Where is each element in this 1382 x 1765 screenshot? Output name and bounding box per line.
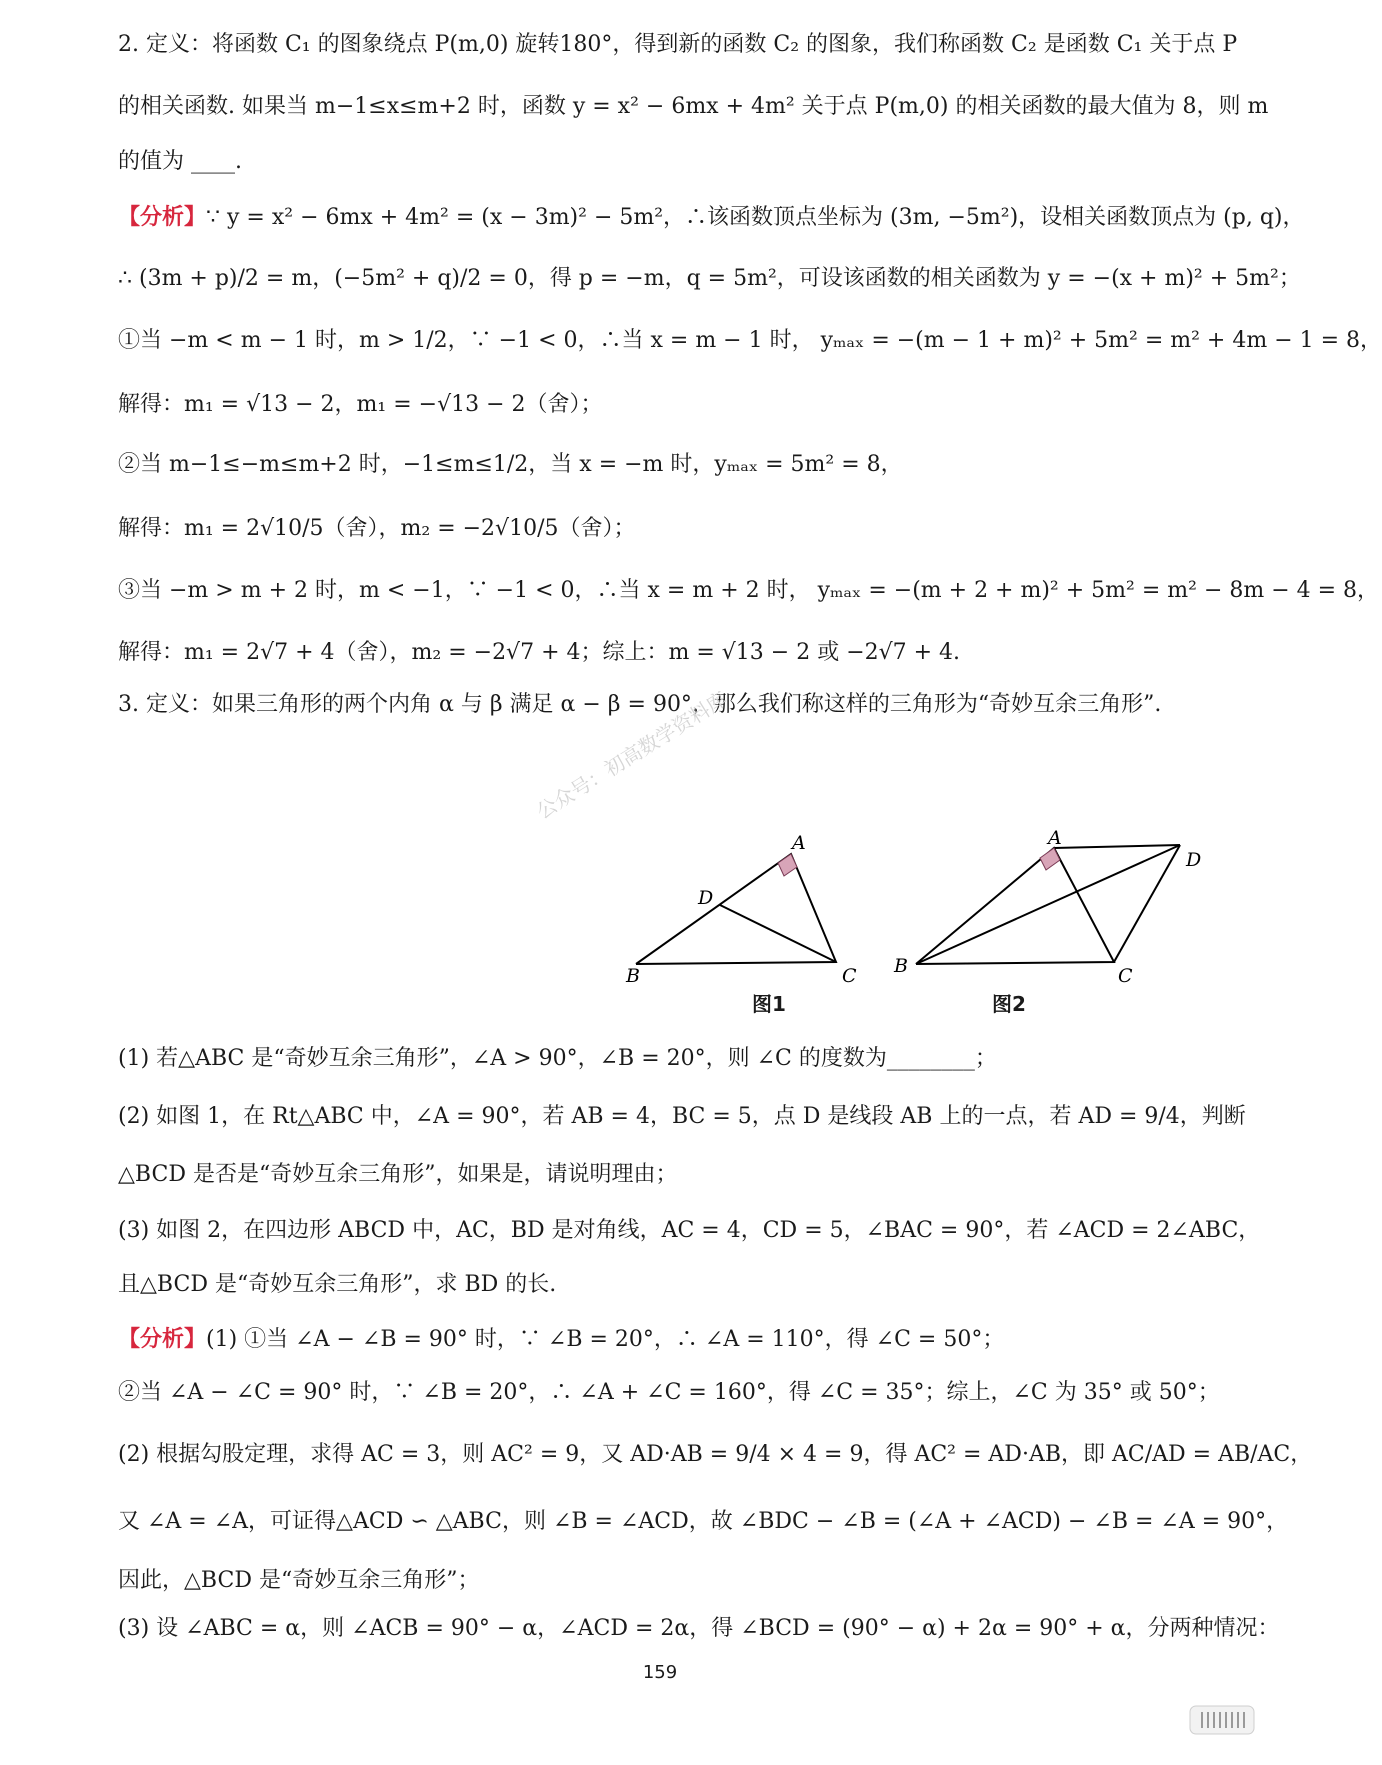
fig1-label-c: C: [842, 965, 857, 987]
analysis-tag-2: 【分析】: [118, 1326, 207, 1352]
fig1-label-d: D: [698, 887, 714, 909]
figure-1-caption: 图1: [752, 992, 786, 1016]
problem3-definition: 3. 定义：如果三角形的两个内角 α 与 β 满足 α − β = 90°，那么我们称这样的三角形为“奇妙互余三角形”.: [118, 692, 1162, 717]
fig2-label-b: B: [894, 955, 908, 977]
page-number: 159: [642, 1662, 678, 1683]
question2-line1: (2) 如图 1，在 Rt△ABC 中，∠A = 90°，若 AB = 4，BC = 5，点 D 是线段 AB 上的一点，若 AD = 9/4，判断: [118, 1104, 1246, 1129]
problem2-line2: 的相关函数. 如果当 m−1≤x≤m+2 时，函数 y = x² − 6mx + 4m² 关于点 P(m,0) 的相关函数的最大值为 8，则 m: [118, 94, 1269, 119]
analysis2-case3: ③当 −m > m + 2 时，m < −1，∵ −1 < 0，∴当 x = m + 2 时， yₘₐₓ = −(m + 2 + m)² + 5m² = m² − 8m − 4 = 8，: [118, 578, 1380, 603]
figure-2: [880, 827, 1210, 987]
watermark: 公众号：初高数学资料库: [532, 686, 732, 824]
analysis2-line2: ∴ (3m + p)/2 = m，(−5m² + q)/2 = 0，得 p = −m，q = 5m²，可设该函数的相关函数为 y = −(x + m)² + 5m²；: [118, 266, 1301, 291]
analysis2-case1: ①当 −m < m − 1 时，m > 1/2，∵ −1 < 0，∴当 x = m − 1 时， yₘₐₓ = −(m − 1 + m)² + 5m² = m² + 4m − 1 = 8，: [118, 328, 1382, 353]
analysis3-part1: 【分析】(1) ①当 ∠A − ∠B = 90° 时，∵ ∠B = 20°，∴ ∠A = 110°，得 ∠C = 50°；: [118, 1326, 1005, 1352]
problem2-line1: 2. 定义：将函数 C₁ 的图象绕点 P(m,0) 旋转180°，得到新的函数 C₂ 的图象，我们称函数 C₂ 是函数 C₁ 关于点 P: [118, 32, 1238, 57]
analysis3-part2-line1: (2) 根据勾股定理，求得 AC = 3，则 AC² = 9，又 AD·AB = 9/4 × 4 = 9，得 AC² = AD·AB，即 AC/AD = AB/AC，: [118, 1442, 1313, 1467]
barcode-icon: [1188, 1700, 1258, 1740]
analysis3-part1-case2: ②当 ∠A − ∠C = 90° 时，∵ ∠B = 20°，∴ ∠A + ∠C = 160°，得 ∠C = 35°；综上，∠C 为 35° 或 50°；: [118, 1380, 1220, 1405]
figure-1: [610, 832, 870, 987]
analysis2-case2: ②当 m−1≤−m≤m+2 时，−1≤m≤1/2，当 x = −m 时，yₘₐₓ = 5m² = 8，: [118, 452, 903, 477]
analysis2-solve2: 解得：m₁ = 2√10/5（舍），m₂ = −2√10/5（舍）；: [118, 516, 636, 541]
fig2-label-d: D: [1186, 849, 1202, 871]
question2-line2: △BCD 是否是“奇妙互余三角形”，如果是，请说明理由；: [118, 1162, 678, 1187]
question3-line2: 且△BCD 是“奇妙互余三角形”，求 BD 的长.: [118, 1272, 557, 1297]
analysis3-part3: (3) 设 ∠ABC = α，则 ∠ACB = 90° − α，∠ACD = 2α，得 ∠BCD = (90° − α) + 2α = 90° + α，分两种情况：: [118, 1616, 1280, 1641]
fig1-label-a: A: [792, 832, 806, 854]
analysis2-solve1: 解得：m₁ = √13 − 2，m₁ = −√13 − 2（舍）；: [118, 392, 603, 417]
figure-2-caption: 图2: [992, 992, 1026, 1016]
analysis2-line1: 【分析】∵ y = x² − 6mx + 4m² = (x − 3m)² − 5m²，∴该函数顶点坐标为 (3m, −5m²)，设相关函数顶点为 (p, q)，: [118, 204, 1305, 230]
problem2-line3: 的值为 ____.: [118, 149, 242, 174]
analysis-tag: 【分析】: [118, 204, 207, 230]
analysis3-part2-line3: 因此，△BCD 是“奇妙互余三角形”；: [118, 1568, 480, 1593]
fig2-label-a: A: [1048, 827, 1062, 849]
analysis2-conclusion: 解得：m₁ = 2√7 + 4（舍），m₂ = −2√7 + 4；综上：m = √13 − 2 或 −2√7 + 4.: [118, 640, 961, 665]
question1: (1) 若△ABC 是“奇妙互余三角形”，∠A > 90°，∠B = 20°，则 ∠C 的度数为________；: [118, 1046, 997, 1071]
fig1-label-b: B: [626, 965, 640, 987]
analysis3-part2-line2: 又 ∠A = ∠A，可证得△ACD ∽ △ABC，则 ∠B = ∠ACD，故 ∠BDC − ∠B = (∠A + ∠ACD) − ∠B = ∠A = 90°，: [118, 1509, 1289, 1534]
fig2-label-c: C: [1118, 965, 1133, 987]
question3-line1: (3) 如图 2，在四边形 ABCD 中，AC，BD 是对角线，AC = 4，CD = 5，∠BAC = 90°，若 ∠ACD = 2∠ABC，: [118, 1218, 1261, 1243]
